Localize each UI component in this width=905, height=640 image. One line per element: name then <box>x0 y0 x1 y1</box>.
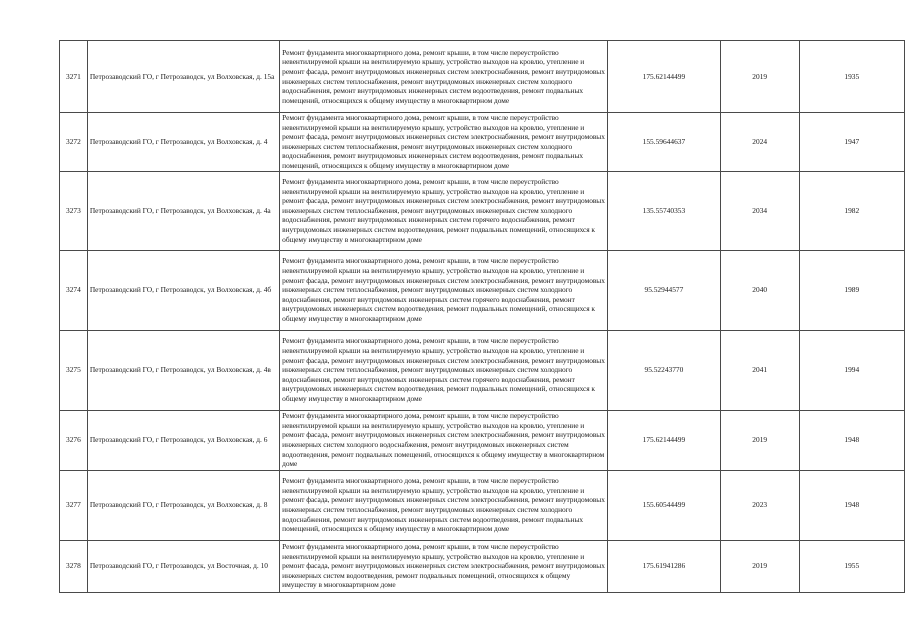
built-year-cell: 1982 <box>799 171 904 250</box>
cost-cell: 175.62144499 <box>608 410 721 470</box>
works-cell <box>280 171 608 250</box>
planned-year-cell: 2040 <box>720 250 799 330</box>
table-row <box>60 540 905 592</box>
cost-cell: 135.55740353 <box>608 171 721 250</box>
works-text: Ремонт фундамента многоквартирного дома, ремонт крыши, в том числе переустройство невентилируемой крыши на вентилируемую крышу, устройство выходов на кровлю, утепление и ремонт фасада, ремонт внутридомовых инженерных систем электроснабжения, ремонт внутридомовых инженерных систем теплоснабжения, ремонт внутридомовых инженерных систем холодного водоснабжения, ремонт внутридомовых инженерных систем водоотведения, ремонт подвальных помещений, относящихся к общему имуществу в многоквартирном доме <box>282 47 605 105</box>
built-year-cell: 1989 <box>799 250 904 330</box>
address-cell: Петрозаводский ГО, г Петрозаводск, ул Волховская, д. 4а <box>87 171 279 250</box>
built-year-cell: 1994 <box>799 330 904 410</box>
works-cell <box>280 470 608 540</box>
built-year-cell: 1947 <box>799 113 904 172</box>
table-row <box>60 41 905 113</box>
table-row <box>60 250 905 330</box>
works-text: Ремонт фундамента многоквартирного дома, ремонт крыши, в том числе переустройство невентилируемой крыши на вентилируемую крышу, устройство выходов на кровлю, утепление и ремонт фасада, ремонт внутридомовых инженерных систем электроснабжения, ремонт внутридомовых инженерных систем теплоснабжения, ремонт внутридомовых инженерных систем холодного водоснабжения, ремонт внутридомовых инженерных систем горячего водоснабжения, ремонт внутридомовых инженерных систем водоотведения, ремонт подвальных помещений, относящихся к общему имуществу в многоквартирном доме <box>282 256 605 324</box>
works-cell <box>280 330 608 410</box>
address-cell: Петрозаводский ГО, г Петрозаводск, ул Волховская, д. 4б <box>87 250 279 330</box>
table-row <box>60 410 905 470</box>
row-number: 3273 <box>60 171 88 250</box>
row-number: 3271 <box>60 41 88 113</box>
table-row <box>60 113 905 172</box>
row-number: 3272 <box>60 113 88 172</box>
built-year-cell: 1935 <box>799 41 904 113</box>
address-cell: Петрозаводский ГО, г Петрозаводск, ул Волховская, д. 8 <box>87 470 279 540</box>
works-text: Ремонт фундамента многоквартирного дома, ремонт крыши, в том числе переустройство невентилируемой крыши на вентилируемую крышу, устройство выходов на кровлю, утепление и ремонт фасада, ремонт внутридомовых инженерных систем электроснабжения, ремонт внутридомовых инженерных систем теплоснабжения, ремонт внутридомовых инженерных систем холодного водоснабжения, ремонт внутридомовых инженерных систем горячего водоснабжения, ремонт внутридомовых инженерных систем водоотведения, ремонт подвальных помещений, относящихся к общему имуществу в многоквартирном доме <box>282 176 605 244</box>
planned-year-cell: 2019 <box>720 41 799 113</box>
works-text: Ремонт фундамента многоквартирного дома, ремонт крыши, в том числе переустройство невентилируемой крыши на вентилируемую крышу, устройство выходов на кровлю, утепление и ремонт фасада, ремонт внутридомовых инженерных систем электроснабжения, ремонт внутридомовых инженерных систем холодного водоснабжения, ремонт внутридомовых инженерных систем водоотведения, ремонт подвальных помещений, относящихся к общему имуществу в многоквартирном доме <box>282 411 605 469</box>
works-cell <box>280 250 608 330</box>
cost-cell: 155.60544499 <box>608 470 721 540</box>
works-text: Ремонт фундамента многоквартирного дома, ремонт крыши, в том числе переустройство невентилируемой крыши на вентилируемую крышу, устройство выходов на кровлю, утепление и ремонт фасада, ремонт внутридомовых инженерных систем электроснабжения, ремонт внутридомовых инженерных систем теплоснабжения, ремонт внутридомовых инженерных систем холодного водоснабжения, ремонт внутридомовых инженерных систем водоотведения, ремонт подвальных помещений, относящихся к общему имуществу в многоквартирном доме <box>282 476 605 534</box>
planned-year-cell: 2034 <box>720 171 799 250</box>
address-cell: Петрозаводский ГО, г Петрозаводск, ул Волховская, д. 4 <box>87 113 279 172</box>
cost-cell: 155.59644637 <box>608 113 721 172</box>
table-row <box>60 330 905 410</box>
works-cell <box>280 113 608 172</box>
works-cell <box>280 410 608 470</box>
planned-year-cell: 2019 <box>720 540 799 592</box>
row-number: 3274 <box>60 250 88 330</box>
cost-cell: 95.52243770 <box>608 330 721 410</box>
works-text: Ремонт фундамента многоквартирного дома, ремонт крыши, в том числе переустройство невентилируемой крыши на вентилируемую крышу, устройство выходов на кровлю, утепление и ремонт фасада, ремонт внутридомовых инженерных систем электроснабжения, ремонт внутридомовых инженерных систем водоотведения, ремонт подвальных помещений, относящихся к общему имуществу в многоквартирном доме <box>282 542 605 590</box>
address-cell: Петрозаводский ГО, г Петрозаводск, ул Восточная, д. 10 <box>87 540 279 592</box>
row-number: 3277 <box>60 470 88 540</box>
works-text: Ремонт фундамента многоквартирного дома, ремонт крыши, в том числе переустройство невентилируемой крыши на вентилируемую крышу, устройство выходов на кровлю, утепление и ремонт фасада, ремонт внутридомовых инженерных систем электроснабжения, ремонт внутридомовых инженерных систем теплоснабжения, ремонт внутридомовых инженерных систем холодного водоснабжения, ремонт внутридомовых инженерных систем горячего водоснабжения, ремонт внутридомовых инженерных систем водоотведения, ремонт подвальных помещений, относящихся к общему имуществу в многоквартирном доме <box>282 336 605 404</box>
built-year-cell: 1955 <box>799 540 904 592</box>
planned-year-cell: 2041 <box>720 330 799 410</box>
planned-year-cell: 2019 <box>720 410 799 470</box>
works-text: Ремонт фундамента многоквартирного дома, ремонт крыши, в том числе переустройство невентилируемой крыши на вентилируемую крышу, устройство выходов на кровлю, утепление и ремонт фасада, ремонт внутридомовых инженерных систем электроснабжения, ремонт внутридомовых инженерных систем теплоснабжения, ремонт внутридомовых инженерных систем холодного водоснабжения, ремонт внутридомовых инженерных систем водоотведения, ремонт подвальных помещений, относящихся к общему имуществу в многоквартирном доме <box>282 113 605 170</box>
row-number: 3275 <box>60 330 88 410</box>
row-number: 3276 <box>60 410 88 470</box>
table-row <box>60 171 905 250</box>
cost-cell: 95.52944577 <box>608 250 721 330</box>
built-year-cell: 1948 <box>799 470 904 540</box>
built-year-cell: 1948 <box>799 410 904 470</box>
works-cell <box>280 41 608 113</box>
repair-program-table <box>59 40 905 593</box>
row-number: 3278 <box>60 540 88 592</box>
table-row <box>60 470 905 540</box>
address-cell: Петрозаводский ГО, г Петрозаводск, ул Волховская, д. 6 <box>87 410 279 470</box>
cost-cell: 175.62144499 <box>608 41 721 113</box>
works-cell <box>280 540 608 592</box>
planned-year-cell: 2023 <box>720 470 799 540</box>
address-cell: Петрозаводский ГО, г Петрозаводск, ул Волховская, д. 4в <box>87 330 279 410</box>
address-cell: Петрозаводский ГО, г Петрозаводск, ул Волховская, д. 15а <box>87 41 279 113</box>
cost-cell: 175.61941286 <box>608 540 721 592</box>
planned-year-cell: 2024 <box>720 113 799 172</box>
